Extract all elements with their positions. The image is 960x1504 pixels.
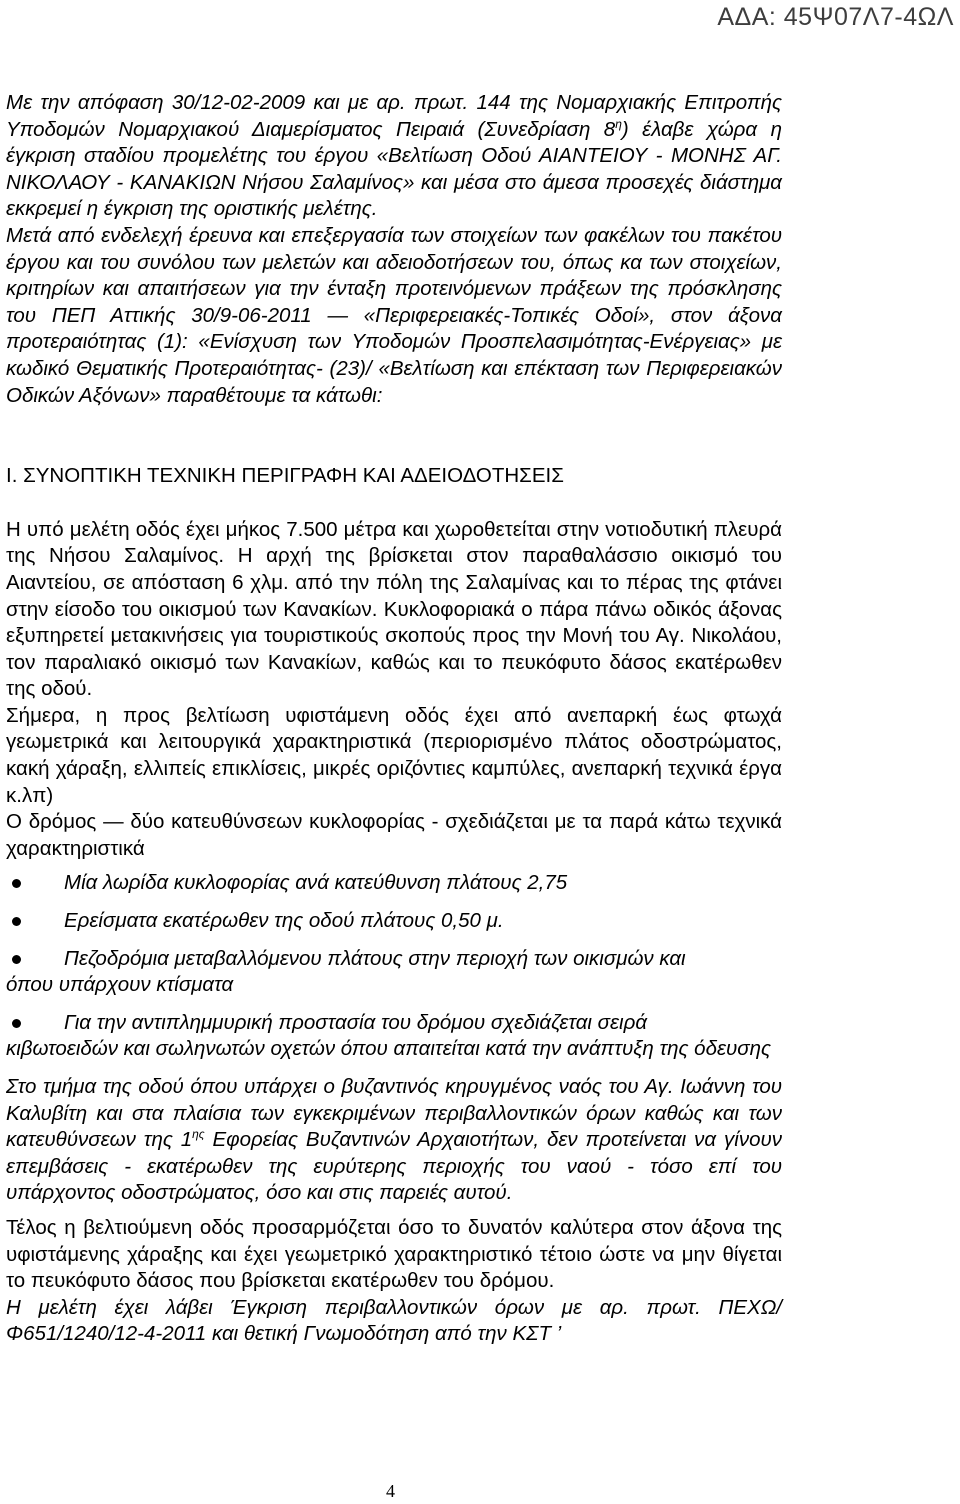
church-text-2: Εφορείας Βυζαντινών Αρχαιοτήτων, δεν προτείνεται να γίνουν επεμβάσεις - εκατέρωθεν της ευρύτερης περιοχής του ναού - τόσο επί του υπάρχοντος οδοστρώματος, όσο και στις παρειές αυτού.	[6, 1128, 782, 1205]
list-item-text: Ερείσματα εκατέρωθεν της οδού πλάτους 0,50 μ.	[64, 909, 504, 933]
alignment-paragraph: Τέλος η βελτιούμενη οδός προσαρμόζεται όσο το δυνατόν καλύτερα στον άξονα της υφιστάμενης χάραξης και έχει γεωμετρικό χαρακτηριστικό τέτοιο ώστε να μην θίγεται το πευκόφυτο δάσος που βρίσκεται εκατέρωθεν του δρόμου.	[6, 1215, 782, 1293]
current-state-paragraph: Σήμερα, η προς βελτίωση υφιστάμενη οδός έχει από ανεπαρκή έως φτωχά γεωμετρικά και λειτουργικά χαρακτηριστικά (περιορισμένο πλάτος οδοστρώματος, κακή χάραξη, ελλιπείς επικλίσεις, μικρές οριζόντιες καμπύλες, ανεπαρκή τεχνικά έργα κ.λπ)	[6, 703, 782, 807]
list-item-text: Πεζοδρόμια μεταβαλλόμενου πλάτους στην περιοχή των οικισμών και	[64, 946, 686, 970]
list-item-text: Για την αντιπλημμυρική προστασία του δρόμου σχεδιάζεται σειρά	[64, 1010, 648, 1034]
page-number: 4	[386, 1481, 395, 1501]
list-item-continuation: όπου υπάρχουν κτίσματα	[6, 973, 234, 997]
design-intro-paragraph: Ο δρόμος — δύο κατευθύνσεων κυκλοφορίας - σχεδιάζεται με τα παρά κάτω τεχνικά χαρακτηριστικά	[6, 810, 782, 860]
document-body	[6, 90, 782, 1348]
approval-paragraph: Η μελέτη έχει λάβει Έγκριση περιβαλλοντικών όρων με αρ. πρωτ. ΠΕΧΩ/Φ651/1240/12-4-2011 και θετική Γνωμοδότηση από την ΚΣΤ ’	[6, 1295, 782, 1346]
technical-features-list	[6, 870, 782, 1063]
spacer	[6, 1207, 782, 1215]
intro-text-1: Με την απόφαση 30/12-02-2009 και με αρ. πρωτ. 144 της Νομαρχιακής Επιτροπής Υποδομών Νομαρχιακού Διαμερίσματος Πειραιά (Συνεδρίαση 8	[6, 91, 782, 141]
intro-text-2: ) έλαβε χώρα η έγκριση σταδίου προμελέτης του έργου «Βελτίωση Οδού ΑΙΑΝΤΕΙΟΥ - ΜΟΝΗΣ ΑΓ. ΝΙΚΟΛΑΟΥ - ΚΑΝΑΚΙΩΝ Νήσου Σαλαμίνος» και μέσα στο άμεσα προσεχές διάστημα εκκρεμεί η έγκριση της οριστικής μελέτης.	[6, 117, 782, 221]
bullet-icon	[12, 1019, 21, 1028]
list-item-text: Μία λωρίδα κυκλοφορίας ανά κατεύθυνση πλάτους 2,75	[64, 871, 568, 895]
bullet-icon	[12, 917, 21, 926]
bullet-icon	[12, 955, 21, 964]
church-superscript: ης	[192, 1127, 205, 1142]
church-paragraph	[6, 1074, 782, 1207]
bullet-icon	[12, 879, 21, 888]
list-item-continuation: κιβωτοειδών και σωληνωτών οχετών όπου απαιτείται κατά την ανάπτυξη της όδευσης	[6, 1037, 771, 1061]
spacer	[6, 409, 782, 463]
ada-code: ΑΔΑ: 45Ψ07Λ7-4ΩΛ	[717, 3, 954, 31]
section-heading: Ι. ΣΥΝΟΠΤΙΚΗ ΤΕΧΝΙΚΗ ΠΕΡΙΓΡΑΦΗ ΚΑΙ ΑΔΕΙΟΔΟΤΗΣΕΙΣ	[6, 464, 564, 488]
intro-superscript: η	[615, 116, 622, 131]
research-paragraph: Μετά από ενδελεχή έρευνα και επεξεργασία των στοιχείων των φακέλων του πακέτου έργου και του συνόλου των μελετών και αδειοδοτήσεων του, όπως κα των στοιχείων, κριτηρίων και απαιτήσεων για την ένταξη προτεινόμενων πράξεων της πρόσκλησης του ΠΕΠ Αττικής 30/9-06-2011 — «Περιφερειακές-Τοπικές Οδοί», στον άξονα προτεραιότητας (1): «Ενίσχυση των Υποδομών Προσπελασιμότητας-Ενέργειας» με κωδικό Θεματικής Προτεραιότητας- (23)/ «Βελτίωση και επέκταση των Περιφερειακών Οδικών Αξόνων» παραθέτουμε τα κάτωθι:	[6, 223, 782, 407]
list-item	[6, 946, 782, 999]
list-item	[6, 908, 782, 935]
church-text-1: Στο τμήμα της οδού όπου υπάρχει ο βυζαντινός κηρυγμένος ναός του Αγ. Ιωάννη του Καλυβίτη και στα πλαίσια των εγκεκριμένων περιβαλλοντικών όρων καθώς και των κατευθύνσεων της 1	[6, 1075, 782, 1152]
road-description-paragraph: Η υπό μελέτη οδός έχει μήκος 7.500 μέτρα και χωροθετείται στην νοτιοδυτική πλευρά της Νήσου Σαλαμίνος. Η αρχή της βρίσκεται στον παραθαλάσσιο οικισμό του Αιαντείου, σε απόσταση 6 χλμ. από την πόλη της Σαλαμίνας και το πέρας της φτάνει στην είσοδο του οικισμού των Κανακίων. Κυκλοφοριακά ο πάρα πάνω οδικός άξονας εξυπηρετεί μετακινήσεις για τουριστικούς σκοπούς προς την Μονή του Αγ. Νικολάου, τον παραλιακό οικισμό των Κανακίων, καθώς και το πευκόφυτο δάσος εκατέρωθεν της οδού.	[6, 517, 782, 701]
list-item	[6, 1010, 782, 1063]
list-item	[6, 870, 782, 897]
spacer	[6, 490, 782, 517]
intro-paragraph	[6, 90, 782, 223]
